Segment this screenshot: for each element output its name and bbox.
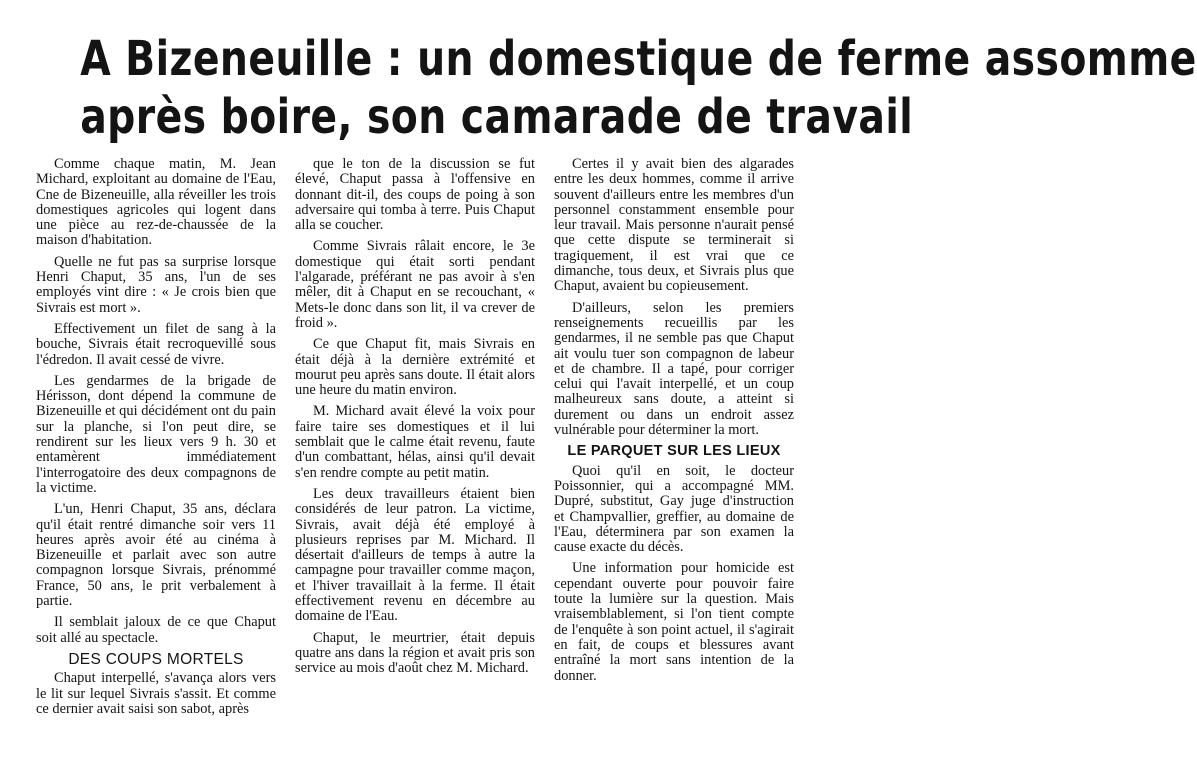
article-column-1 (36, 157, 276, 772)
article-paragraph: Il semblait jaloux de ce que Chaput soit allé au spectacle. (36, 614, 276, 646)
article-paragraph: Les gendarmes de la brigade de Hérisson, dont dépend la commune de Bizeneuille et qui décidément ont du pain sur la planche, si l'on peut dire, se rendirent sur les lieux vers 9 h. 30 et entamèrent immédiatement l'interrogatoire des deux compagnons de la victime. (36, 372, 276, 496)
headline-line-2: après boire, son camarade de travail (80, 89, 914, 145)
headline (80, 30, 1197, 146)
article-paragraph: Comme chaque matin, M. Jean Michard, exploitant au domaine de l'Eau, Cne de Bizeneuille, alla réveiller les trois domestiques agricoles qui logent dans une pièce au rez-de-chaussée de la maison d'habitation. (36, 156, 276, 249)
article-paragraph: Comme Sivrais râlait encore, le 3e domestique qui était sorti pendant l'algarade, préférant ne pas avoir à s'en mêler, dit à Chaput en se recouchant, « Mets-le donc dans son lit, il va crever de froid ». (295, 238, 535, 331)
article-paragraph: Les deux travailleurs étaient bien considérés de leur patron. La victime, Sivrais, avait déjà été employé à plusieurs reprises par M. Michard. Il désertait d'ailleurs de temps à autre la campagne pour travailler comme maçon, et l'hiver travaillait à la ferme. Il était effectivement revenu en décembre au domaine de l'Eau. (295, 485, 535, 625)
article-paragraph: Une information pour homicide est cependant ouverte pour pouvoir faire toute la lumière sur la question. Mais vraisemblablement, si l'on tient compte de l'enquête à son point actuel, il s'agirait en fait, de coups et blessures avant entraîné la mort sans intention de la donner. (554, 560, 794, 684)
article-paragraph: Chaput, le meurtrier, était depuis quatre ans dans la région et avait pris son service au mois d'août chez M. Michard. (295, 629, 535, 677)
article-paragraph: M. Michard avait élevé la voix pour faire taire ses domestiques et il lui semblait que le calme était revenu, faute d'un combattant, hélas, ainsi qu'il devait s'en rendre compte au petit matin. (295, 403, 535, 481)
article-paragraph: Effectivement un filet de sang à la bouche, Sivrais était recroquevillé sous l'édredon. Il avait cessé de vivre. (36, 320, 276, 368)
section-subheading: LE PARQUET SUR LES LIEUX (567, 443, 781, 460)
section-subheading: DES COUPS MORTELS (68, 650, 244, 668)
headline-line-1: A Bizeneuille : un domestique de ferme assomme (80, 31, 1197, 87)
article-column-3 (554, 157, 794, 772)
article-paragraph: Quoi qu'il en soit, le docteur Poissonnier, qui a accompagné MM. Dupré, substitut, Gay juge d'instruction et Champvallier, greffier, au domaine de l'Eau, déterminera par son examen la cause exacte du décès. (554, 462, 794, 556)
article-paragraph: L'un, Henri Chaput, 35 ans, déclara qu'il était rentré dimanche soir vers 11 heures après avoir été au cinéma à Bizeneuille et parlait avec son autre compagnon lorsque Sivrais, prénommé France, 50 ans, le prit verbalement à partie. (36, 501, 276, 610)
article-paragraph: D'ailleurs, selon les premiers renseignements recueillis par les gendarmes, il ne semble pas que Chaput ait voulu tuer son compagnon de labeur et de chambre. Il a tapé, pour corriger celui qui l'avait interpellé, et un coup malheureux sans doute, a atteint si durement ou dans un endroit assez vulnérable pour déterminer la mort. (554, 299, 794, 439)
article-paragraph: que le ton de la discussion se fut élevé, Chaput passa à l'offensive en donnant dit-il, des coups de poing à son adversaire qui tomba à terre. Puis Chaput alla se coucher. (295, 156, 535, 234)
article-paragraph: Quelle ne fut pas sa surprise lorsque Henri Chaput, 35 ans, l'un de ses employés vint dire : « Je crois bien que Sivrais est mort ». (36, 253, 276, 316)
article-paragraph: Ce que Chaput fit, mais Sivrais en était déjà à la dernière extrémité et mourut peu après sans doute. Il était alors une heure du matin environ. (295, 336, 535, 399)
article-paragraph: Chaput interpellé, s'avança alors vers le lit sur lequel Sivrais s'assit. Et comme ce dernier avait saisi son sabot, après (36, 670, 276, 717)
article-column-2 (295, 157, 535, 772)
article-paragraph: Certes il y avait bien des algarades entre les deux hommes, comme il arrive souvent d'ailleurs entre les membres d'un personnel constamment ensemble pour leur travail. Mais personne n'aurait pensé que cette dispute se terminerait si tragiquement, il est vrai que ce dimanche, tous deux, et Sivrais plus que Chaput, avaient bu copieusement. (554, 156, 794, 295)
